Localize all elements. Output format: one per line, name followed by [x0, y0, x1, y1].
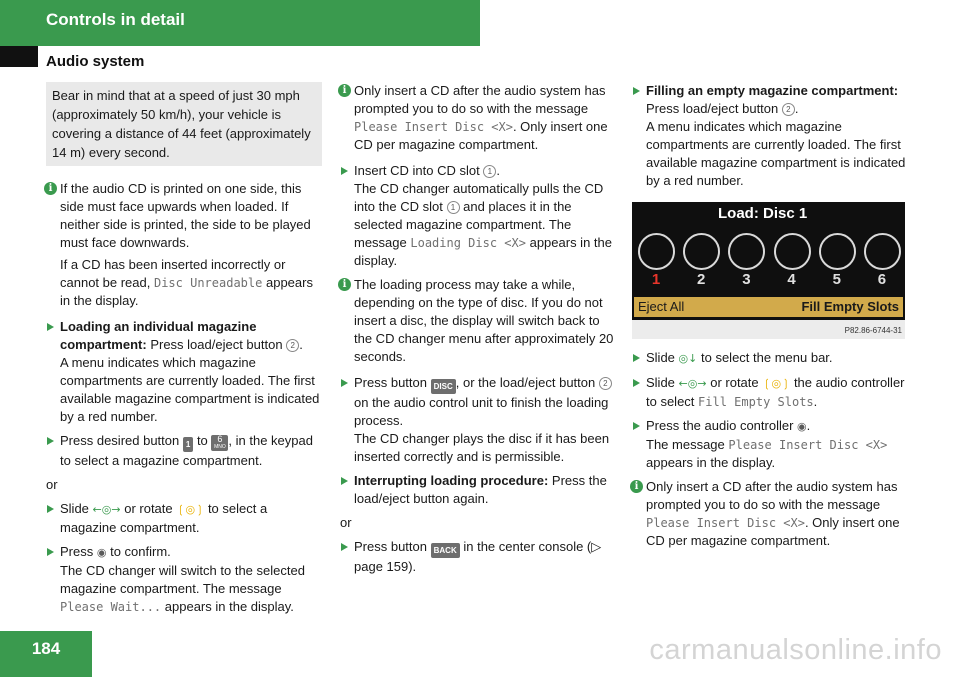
column-3	[632, 82, 908, 558]
disc-ring-icon	[728, 233, 765, 270]
cd-changer-display	[632, 202, 905, 339]
display-message: Please Insert Disc <X>	[354, 120, 513, 134]
magazine-slot	[683, 233, 719, 289]
figure-code-strip	[632, 320, 905, 339]
step-press-disc: Press button DISC , or the load/eject button 2 on the audio control unit to finish the loading process. The CD changer plays the disc if it has been inserted correctly and is permissible.	[340, 374, 616, 466]
magazine-slots	[638, 233, 900, 289]
slot-label: 3	[742, 271, 751, 288]
eject-all-item: Eject All	[638, 299, 685, 314]
disc-ring-icon	[774, 233, 811, 270]
column-2	[340, 82, 616, 582]
slot-label: 2	[697, 271, 706, 288]
magazine-slot	[774, 233, 810, 289]
disc-ring-icon	[638, 233, 675, 270]
step-heading: Filling an empty magazine compartment:	[646, 83, 899, 98]
info-note: i Only insert a CD after the audio system has prompted you to do so with the message Please Insert Disc <X>. Only insert one CD per magazine compartment.	[632, 478, 908, 550]
note-text: If the audio CD is printed on one side, this side must face upwards when loaded. If neither side is printed, the side to be played must face downwards.	[60, 181, 311, 250]
display-message: Please Wait...	[60, 600, 162, 614]
section-title: Audio system	[46, 53, 145, 70]
step-press-back: Press button BACK in the center console (▷ page 159).	[340, 538, 616, 576]
number-callout: 2	[286, 339, 299, 352]
step-heading: Loading an individual magazine compartment:	[60, 319, 257, 352]
number-callout: 1	[483, 165, 496, 178]
step-press-controller: Press the audio controller ◉. The message Please Insert Disc <X> appears in the display.	[632, 417, 908, 472]
info-icon: i	[44, 182, 57, 195]
slide-down-icon: ◎↓	[678, 352, 698, 365]
step-heading: Interrupting loading procedure:	[354, 473, 549, 488]
info-note: i The loading process may take a while, depending on the type of disc. If you do not insert a disc, the display will switch back to the CD changer menu after approximately 20 seconds.	[340, 276, 616, 366]
note-text: If a CD has been inserted incorrectly or cannot be read, Disc Unreadable appears in the display.	[60, 257, 313, 308]
number-callout: 2	[599, 377, 612, 390]
info-note	[46, 180, 322, 310]
press-controller-icon: ◉	[797, 420, 807, 433]
display-message: Fill Empty Slots	[698, 395, 814, 409]
step-fill-empty: Filling an empty magazine compartment: Press load/eject button 2 . A menu indicates which magazine compartments are currently loaded. The first available magazine compartment is indicated by a red number.	[632, 82, 908, 190]
info-note: i Only insert a CD after the audio system has prompted you to do so with the message Please Insert Disc <X>. Only insert one CD per magazine compartment.	[340, 82, 616, 154]
press-controller-icon: ◉	[96, 546, 107, 559]
rotate-controller-icon: ❲◎❳	[762, 377, 791, 390]
back-key-icon: BACK	[431, 543, 460, 558]
slide-left-right-icon: ←◎→	[92, 503, 121, 516]
step-slide-rotate: Slide ←◎→ or rotate ❲◎❳ to select a magazine compartment.	[46, 500, 322, 537]
display-title: Load: Disc 1	[718, 205, 808, 222]
watermark: carmanualsonline.info	[649, 634, 942, 666]
magazine-slot	[638, 233, 674, 289]
slot-label: 5	[832, 271, 841, 288]
number-callout: 2	[782, 103, 795, 116]
figure-code: P82.86-6744-31	[844, 326, 902, 335]
step-insert-cd: Insert CD into CD slot 1 . The CD changer automatically pulls the CD into the CD slot 1 and places it in the selected magazine compartment. The message Loading Disc <X> appears in the display.	[340, 162, 616, 270]
key-1-icon: 1	[183, 437, 193, 452]
or-text: or	[340, 515, 352, 530]
step-select-fill: Slide ←◎→ or rotate ❲◎❳ the audio controller to select Fill Empty Slots.	[632, 374, 908, 411]
disc-ring-icon	[683, 233, 720, 270]
column-1	[46, 82, 322, 622]
info-icon: i	[630, 480, 643, 493]
step-press-button: Press desired button 1 to 6 MNO , in the keypad to select a magazine compartment.	[46, 432, 322, 470]
disc-ring-icon	[864, 233, 901, 270]
display-message: Loading Disc <X>	[410, 236, 526, 250]
fill-empty-slots-item: Fill Empty Slots	[801, 299, 899, 314]
chapter-title: Controls in detail	[46, 10, 185, 29]
page-number: 184	[31, 639, 61, 658]
step-confirm: Press ◉ to confirm. The CD changer will switch to the selected magazine compartment. The message Please Wait... appears in the display.	[46, 543, 322, 616]
disc-key-icon: DISC	[431, 379, 456, 394]
display-menu-bar	[634, 297, 903, 317]
number-callout: 1	[447, 201, 460, 214]
disc-ring-icon	[819, 233, 856, 270]
slide-left-right-icon: ←◎→	[678, 377, 707, 390]
slot-label: 4	[787, 271, 796, 288]
key-6-mno-icon: 6 MNO	[211, 435, 228, 451]
or-text: or	[46, 477, 58, 492]
info-icon: i	[338, 84, 351, 97]
info-icon: i	[338, 278, 351, 291]
step-select-menubar: Slide ◎↓ to select the menu bar.	[632, 349, 908, 368]
display-message: Disc Unreadable	[153, 276, 263, 290]
magazine-slot	[819, 233, 855, 289]
magazine-slot	[864, 233, 900, 289]
step-load-compartment: Loading an individual magazine compartment: Press load/eject button 2 . A menu indicates which magazine compartments are currently loaded. The first available magazine compartment is indicated by a red number.	[46, 318, 322, 426]
display-message: Please Insert Disc <X>	[728, 438, 888, 452]
slot-label: 6	[877, 271, 887, 288]
header-tab-marker	[0, 46, 38, 67]
slot-label: 1	[651, 271, 661, 288]
rotate-controller-icon: ❲◎❳	[176, 503, 205, 516]
step-interrupt: Interrupting loading procedure: Press the load/eject button again.	[340, 472, 616, 508]
warning-box: Bear in mind that at a speed of just 30 mph (approximately 50 km/h), your vehicle is covering a distance of 44 feet (approximately 14 m) every second.	[46, 82, 322, 166]
magazine-slot	[728, 233, 764, 289]
display-message: Please Insert Disc <X>	[646, 516, 805, 530]
